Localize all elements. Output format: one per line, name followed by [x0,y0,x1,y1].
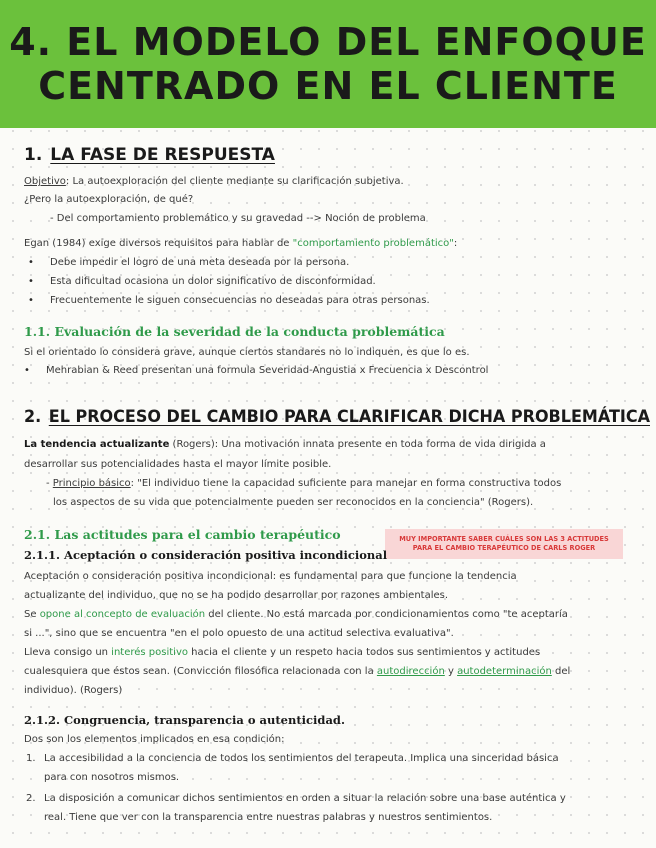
p211-line-1: Aceptación o consideración positiva incondicional: es fundamental para que funcione la tendencia [24,571,517,582]
subsection-1-1-heading: 1.1. Evaluación de la severidad de la conducta problemática [24,324,445,339]
p211-line-2: actualizante del individuo, que no se ha podido desarrollar por razones ambientales. [24,590,449,601]
p211-l6-pre: cualesquiera que éstos sean. (Convicción filosófica relacionada con la [24,666,377,677]
numbered-1-line-1: La accesibilidad a la conciencia de todos los sentimientos del terapeuta. Implica una sinceridad básica [44,753,559,764]
title-line-1: 4. EL MODELO DEL ENFOQUE [9,20,647,64]
principio-line-1: - Principio básico: "El individuo tiene la capacidad suficiente para manejar en forma constructiva todos [46,478,562,489]
heading-2-1-1: 2.1.1. Aceptación o consideración positiva incondicional [24,548,388,562]
tendencia-bold: La tendencia actualizante [24,439,170,450]
subsection-1-1-text: Si el orientado lo considera grave, aunque ciertos standares no lo indiquen, es que lo es. [24,347,470,358]
numbered-1-line-2: para con nosotros mismos. [44,772,180,783]
p211-line-5 [24,646,540,660]
dash-line: - Del comportamiento problemático y su gravedad --> Noción de problema [50,213,426,224]
list-item: • Esta dificultad ocasiona un dolor significativo de disconformidad. [50,275,376,289]
subsection-2-1-heading: 2.1. Las actitudes para el cambio terapéutico [24,527,341,542]
p211-l3-pre: Se [24,609,40,620]
numbered-2-line-2: real. Tiene que ver con la transparencia entre nuestras palabras y nuestros sentimientos. [44,812,493,823]
p211-l5-post: hacia el cliente y un respeto hacia todos sus sentimientos y actitudes [187,647,541,658]
list-item: • Debe impedir el logro de una meta deseada por la persona. [50,256,349,270]
section-1-title: LA FASE DE RESPUESTA [50,145,275,165]
list-item: • Frecuentemente le siguen consecuencias no deseadas para otras personas. [50,294,430,308]
p211-l6-post: del [551,666,571,677]
tendencia-line-1 [24,438,546,452]
list-item: • Mehrabian & Reed presentan una formula Severidad-Angustia x Frecuencia x Descontrol [46,364,488,378]
egan-green: "comportamiento problemático" [292,238,454,249]
egan-line [24,237,457,251]
tendencia-rest: (Rogers): Una motivación innata presente en toda forma de vida dirigida a [169,439,546,450]
section-1-number: 1. [24,145,43,165]
objetivo-text: : La autoexploración del cliente mediante su clarificación subjetiva. [65,176,404,187]
principio-text: : "El individuo tiene la capacidad suficiente para manejar en forma constructiva todos [130,478,562,489]
numbered-2-line-1: La disposición a comunicar dichos sentimientos en orden a situar la relación sobre una base auténtica y [44,793,566,804]
p211-l6-mid: y [444,666,458,677]
p211-line-6 [24,665,570,679]
p211-l5-green: interés positivo [111,647,188,658]
egan-post: : [453,238,458,249]
title-line-2: CENTRADO EN EL CLIENTE [38,64,618,108]
important-note [385,529,623,559]
tendencia-line-2: desarrollar sus potencialidades hasta el mayor límite posible. [24,459,332,470]
numbered-2-num: 2. [26,793,36,804]
principio-line-2: los aspectos de su vida que potencialmente pueden ser reconocidos en la conciencia" (Rogers). [53,497,534,508]
note-line-1: MUY IMPORTANTE SABER CUÁLES SON LAS 3 ACTITUDES [399,535,609,543]
objetivo-line [24,175,404,189]
p211-l3-green: opone al concepto de evaluación [39,609,206,620]
p212-intro: Dos son los elementos implicados en esa condición: [24,734,285,745]
egan-pre: Egan (1984) exige diversos requisitos para hablar de [24,238,293,249]
question-line: ¿Pero la autoexploración, de qué? [24,194,194,205]
objetivo-label: Objetivo [24,176,66,187]
section-1-heading [24,145,275,165]
section-2-number: 2. [24,407,42,427]
p211-l6-g2: autodeterminación [457,666,552,677]
heading-2-1-2: 2.1.2. Congruencia, transparencia o autenticidad. [24,713,345,727]
p211-l6-g1: autodirección [376,666,445,677]
p211-l5-pre: Lleva consigo un [24,647,112,658]
note-line-2: PARA EL CAMBIO TERAPÉUTICO DE CARLS ROGER [412,544,596,552]
section-2-heading [24,407,650,427]
numbered-1-num: 1. [26,753,36,764]
title-banner [0,0,656,128]
p211-l3-post: del cliente. No está marcada por condicionamientos como "te aceptaría [205,609,568,620]
section-2-title: EL PROCESO DEL CAMBIO PARA CLARIFICAR DICHA PROBLEMÁTICA [48,407,650,427]
principio-label: Principio básico [52,478,131,489]
p211-line-4: si ...", sino que se encuentra "en el polo opuesto de una actitud selectiva evaluativa". [24,628,454,639]
p211-line-3 [24,608,568,622]
p211-line-7: individuo). (Rogers) [24,685,123,696]
